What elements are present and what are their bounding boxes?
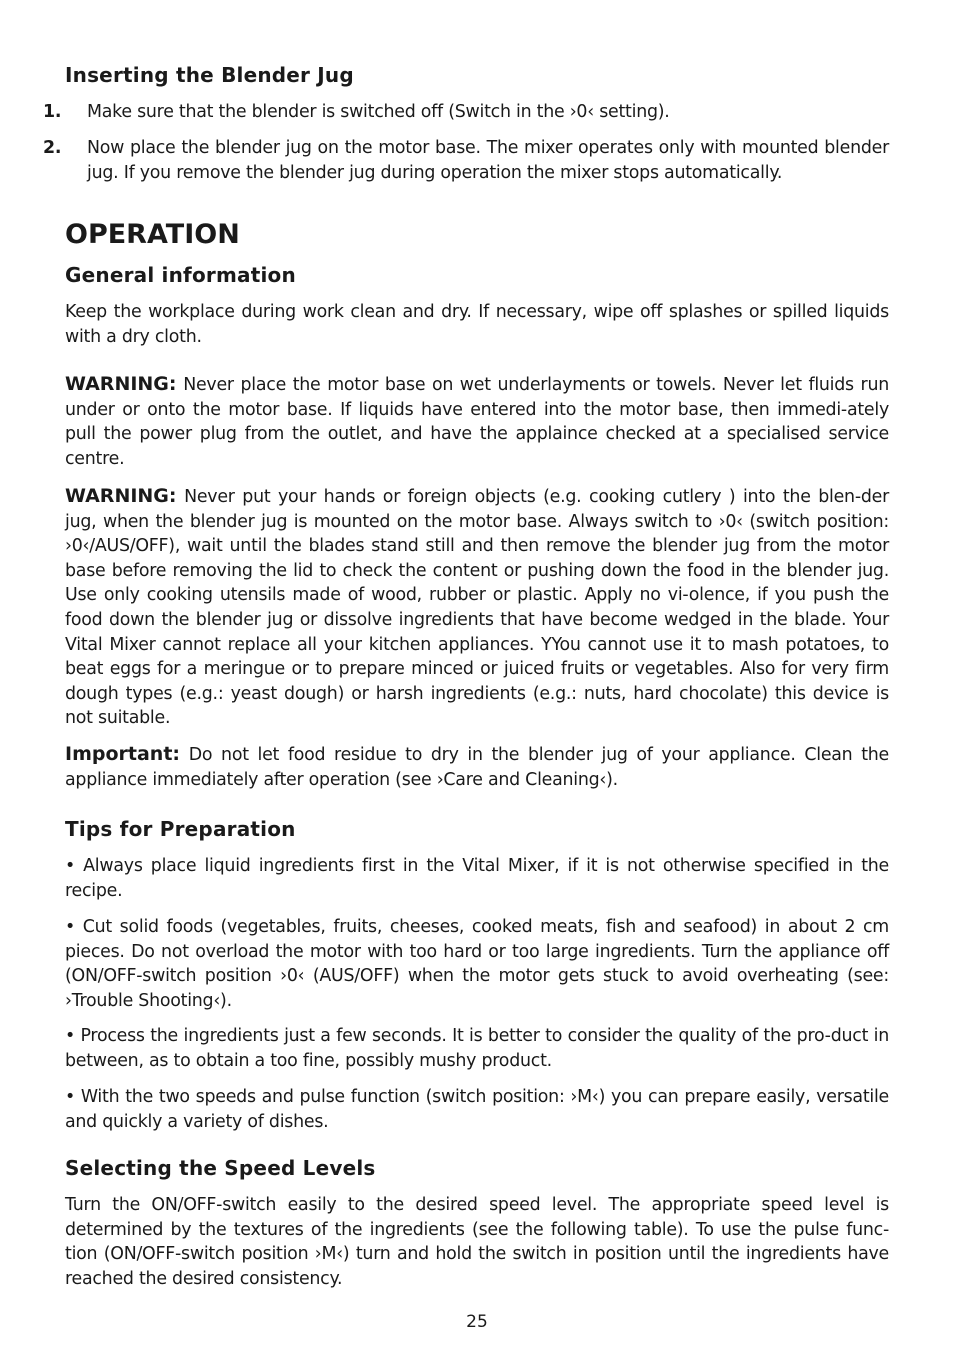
tip-bullet-2: • Cut solid foods (vegetables, fruits, cheeses, cooked meats, fish and seafood) in about 2 cm pieces. Do not overload the motor with too hard or too large ingredients. Turn the appliance off (ON/OFF-switch position ›0‹ (AUS/OFF) when the motor gets stuck to avoid overheating (see: ›Trouble Shooting‹). [65, 917, 889, 1011]
heading-inserting-blender-jug: Inserting the Blender Jug [65, 63, 354, 87]
heading-tips-for-preparation: Tips for Preparation [65, 817, 296, 841]
general-intro-paragraph: Keep the workplace during work clean and dry. If necessary, wipe off splashes or spilled liquids with a dry cloth. [65, 302, 889, 347]
warning-paragraph-2 [65, 484, 889, 731]
warning-text: Never place the motor base on wet underlayments or towels. Never let fluids run under or onto the motor base. If liquids have entered into the motor base, then immedi-ately pull the power plug from the outlet, and have the applaince checked at a specialised service centre. [65, 375, 889, 469]
step-text: Make sure that the blender is switched off (Switch in the ›0‹ setting). [87, 102, 670, 122]
tip-bullet-4: • With the two speeds and pulse function (switch position: ›M‹) you can prepare easily, versatile and quickly a variety of dishes. [65, 1087, 889, 1132]
warning-label: WARNING: [65, 485, 177, 507]
tip-bullet-3: • Process the ingredients just a few seconds. It is better to consider the quality of the pro-duct in between, as to obtain a too fine, possibly mushy product. [65, 1026, 889, 1071]
important-text: Do not let food residue to dry in the blender jug of your appliance. Clean the appliance immediately after operation (see ›Care and Cleaning‹). [65, 745, 889, 790]
page-number: 25 [466, 1312, 488, 1332]
warning-text: Never put your hands or foreign objects (e.g. cooking cutlery ) into the blen-der jug, when the blender jug is mounted on the motor base. Always switch to ›0‹ (switch position: ›0‹/AUS/OFF), wait until the blades stand still and then remove the blender jug from the motor base before removing the lid to check the content or pushing down the food in the blender jug. Use only cooking utensils made of wood, rubber or plastic. Apply no vi-olence, if you push the food down the blender jug or dissolve ingredients that have become wedged in the blade. Your Vital Mixer cannot replace all your kitchen appliances. YYou cannot use it to mash potatoes, to beat eggs for a meringue or to prepare minced or juiced fruits or vegetables. Also for very firm dough types (e.g.: yeast dough) or harsh ingredients (e.g.: nuts, hard chocolate) this device is not suitable. [65, 487, 889, 729]
warning-label: WARNING: [65, 373, 177, 395]
step-1 [43, 100, 889, 125]
important-paragraph [65, 742, 889, 792]
warning-paragraph-1 [65, 372, 889, 471]
heading-general-information: General information [65, 263, 296, 287]
heading-operation: OPERATION [65, 219, 240, 250]
important-label: Important: [65, 743, 181, 765]
step-2 [43, 136, 889, 185]
step-number: 2. [43, 138, 62, 158]
speed-levels-paragraph: Turn the ON/OFF-switch easily to the desired speed level. The appropriate speed level is determined by the textures of the ingredients (see the following table). To use the pulse func-tion (ON/OFF-switch position ›M‹) turn and hold the switch in position until the ingredients have reached the desired consistency. [65, 1195, 889, 1289]
step-text: Now place the blender jug on the motor base. The mixer operates only with mounted blender jug. If you remove the blender jug during operation the mixer stops automatically. [87, 138, 889, 183]
heading-selecting-speed-levels: Selecting the Speed Levels [65, 1156, 376, 1180]
tip-bullet-1: • Always place liquid ingredients first in the Vital Mixer, if it is not otherwise specified in the recipe. [65, 856, 889, 901]
step-number: 1. [43, 102, 62, 122]
